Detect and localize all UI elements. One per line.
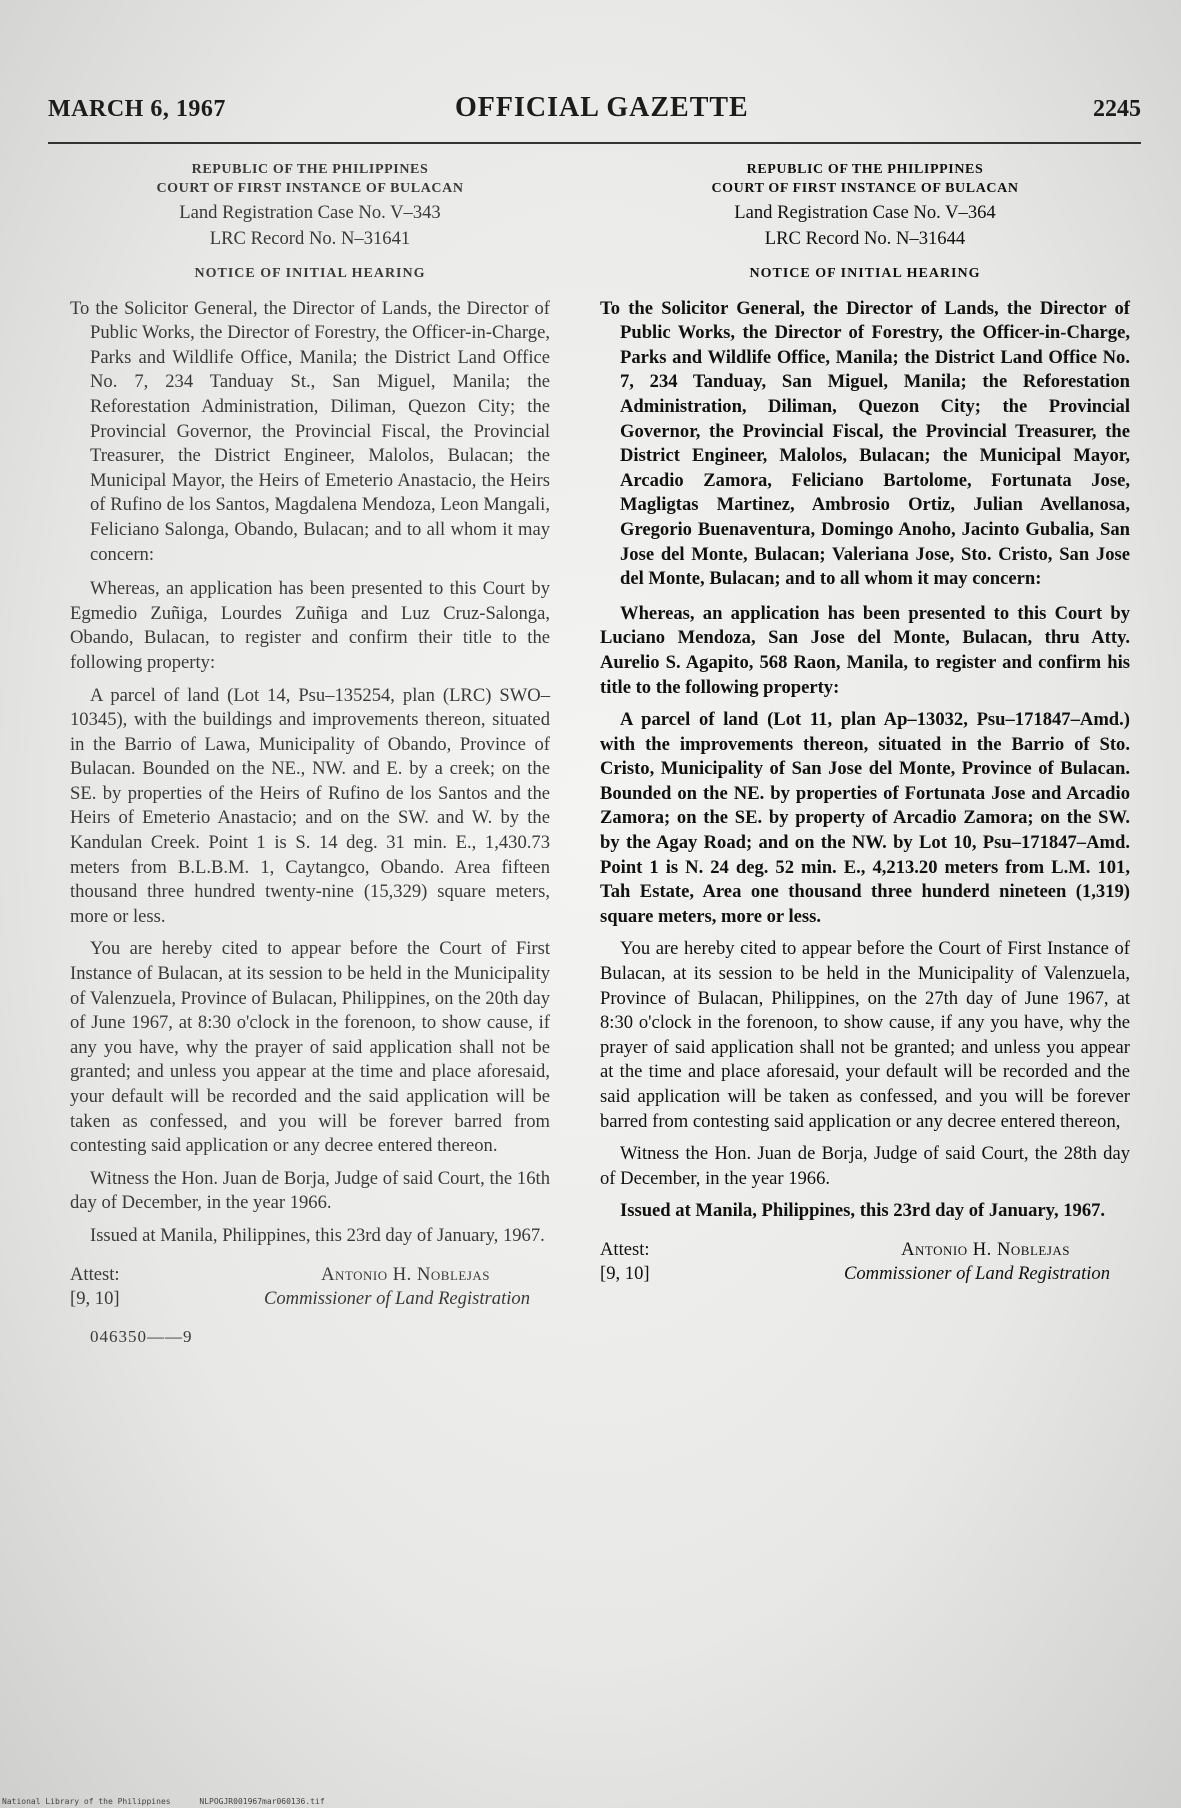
right-parcel: A parcel of land (Lot 11, plan Ap–13032, Psu–171847–Amd.) with the improvements thereon, situated in the Barrio of Sto. Cristo, Municipality of San Jose del Monte, Province of Bulacan. Bounded on the NE. by properties of Fortunata Jose and Arcadio Zamora; on the SE. by property of Arcadio Zamora; on the SW. by the Agay Road; and on the NW. by Lot 10, Psu–171847–Amd. Point 1 is N. 24 deg. 52 min. E., 4,213.20 meters from L.M. 101, Tah Estate, Area one thousand three hunderd nineteen (1,319) square meters, more or less. bbox=[600, 709, 1130, 927]
right-record-no: LRC Record No. N–31644 bbox=[764, 228, 966, 249]
right-attest-label: Attest: bbox=[600, 1238, 650, 1260]
right-court: COURT OF FIRST INSTANCE OF BULACAN bbox=[711, 181, 1019, 196]
right-issued: Issued at Manila, Philippines, this 23rd day of January, 1967. bbox=[620, 1200, 1106, 1222]
header-title: OFFICIAL GAZETTE bbox=[455, 92, 749, 123]
header-rule bbox=[48, 142, 1141, 144]
left-print-ref: 046350——9 bbox=[90, 1326, 193, 1346]
left-attest-name: Antonio H. Noblejas bbox=[321, 1263, 490, 1285]
left-record-no: LRC Record No. N–31641 bbox=[209, 228, 411, 249]
left-parcel: A parcel of land (Lot 14, Psu–135254, plan (LRC) SWO–10345), with the buildings and improvements thereon, situated in the Barrio of Lawa, Municipality of Obando, Province of Bulacan. Bounded on the NE., NW. and E. by a creek; on the SE. by properties of the Heirs of Rufino de los Santos and the Heirs of Emeterio Anastacio; and on the SW. and W. by the Kandulan Creek. Point 1 is S. 14 deg. 31 min. E., 1,430.73 meters from B.L.B.M. 1, Caytangco, Obando. Area fifteen thousand three hundred twenty-nine (15,329) square meters, more or less. bbox=[70, 684, 550, 927]
footer-file: NLPOGJR001967mar060136.tif bbox=[199, 1797, 325, 1806]
right-notice-title: NOTICE OF INITIAL HEARING bbox=[749, 266, 981, 281]
left-whereas: Whereas, an application has been presented to this Court by Egmedio Zuñiga, Lourdes Zuñiga and Luz Cruz-Salonga, Obando, Bulacan, to register and confirm their title to the following property: bbox=[70, 578, 550, 673]
right-cited: You are hereby cited to appear before the Court of First Instance of Bulacan, at its session to be held in the Municipality of Valenzuela, Province of Bulacan, Philippines, on the 27th day of June 1967, at 8:30 o'clock in the forenoon, to show cause, if any you have, why the prayer of said application shall not be granted; and unless you appear at the time and place aforesaid, your default will be recorded and the said application will be taken as confessed, and you will be forever barred from contesting said application or any decree entered thereon, bbox=[600, 938, 1130, 1132]
left-notice-title: NOTICE OF INITIAL HEARING bbox=[194, 266, 426, 281]
right-notice bbox=[600, 160, 1130, 1290]
left-case-no: Land Registration Case No. V–343 bbox=[179, 202, 441, 223]
left-republic: REPUBLIC OF THE PHILIPPINES bbox=[191, 162, 429, 177]
header-date: MARCH 6, 1967 bbox=[48, 96, 226, 122]
right-witness: Witness the Hon. Juan de Borja, Judge of said Court, the 28th day of December, in the year 1966. bbox=[600, 1143, 1130, 1189]
left-court: COURT OF FIRST INSTANCE OF BULACAN bbox=[156, 181, 464, 196]
right-attest bbox=[600, 1238, 1130, 1290]
left-issued: Issued at Manila, Philippines, this 23rd day of January, 1967. bbox=[90, 1224, 545, 1246]
left-attest-ref: [9, 10] bbox=[70, 1287, 120, 1309]
scan-footer bbox=[2, 1797, 349, 1806]
right-attest-ref: [9, 10] bbox=[600, 1262, 650, 1284]
footer-library: National Library of the Philippines bbox=[2, 1797, 171, 1806]
left-attest-label: Attest: bbox=[70, 1263, 120, 1285]
right-address: To the Solicitor General, the Director of Lands, the Director of Public Works, the Director of Forestry, the Officer-in-Charge, Parks and Wildlife Office, Manila; the District Land Office No. 7, 234 Tanduay, San Miguel, Manila; the Reforestation Administration, Diliman, Quezon City; the Provincial Governor, the Provincial Fiscal, the Provincial Treasurer, the District Engineer, Malolos, Bulacan; the Municipal Mayor, Arcadio Zamora, Feliciano Bartolome, Fortunata Jose, Magligtas Martinez, Ambrosio Ortiz, Julian Avellanosa, Gregorio Buenaventura, Domingo Anoho, Jacinto Gubalia, San Jose del Monte, Bulacan; Valeriana Jose, Sto. Cristo, San Jose del Monte, Bulacan; and to all whom it may concern: bbox=[600, 297, 1130, 590]
right-attest-name: Antonio H. Noblejas bbox=[901, 1238, 1070, 1260]
left-attest-title: Commissioner of Land Registration bbox=[263, 1287, 530, 1309]
left-cited: You are hereby cited to appear before the Court of First Instance of Bulacan, at its session to be held in the Municipality of Valenzuela, Province of Bulacan, Philippines, on the 20th day of June 1967, at 8:30 o'clock in the forenoon, to show cause, if any you have, why the prayer of said application shall not be granted; and unless you appear at the time and place aforesaid, your default will be recorded and the said application will be taken as confessed, and you will be forever barred from contesting said application or any decree entered thereon. bbox=[70, 938, 550, 1157]
right-case-no: Land Registration Case No. V–364 bbox=[734, 202, 996, 223]
header-page-number: 2245 bbox=[1093, 96, 1141, 122]
page-header bbox=[0, 92, 1181, 136]
right-attest-title: Commissioner of Land Registration bbox=[843, 1262, 1110, 1284]
left-witness: Witness the Hon. Juan de Borja, Judge of said Court, the 16th day of December, in the year 1966. bbox=[70, 1167, 550, 1214]
right-whereas: Whereas, an application has been presented to this Court by Luciano Mendoza, San Jose del Monte, Bulacan, thru Atty. Aurelio S. Agapito, 568 Raon, Manila, to register and confirm his title to the following property: bbox=[600, 602, 1130, 698]
right-republic: REPUBLIC OF THE PHILIPPINES bbox=[746, 162, 984, 177]
left-address: To the Solicitor General, the Director of Lands, the Director of Public Works, the Director of Forestry, the Officer-in-Charge, Parks and Wildlife Office, Manila; the District Land Office No. 7, 234 Tanduay St., San Miguel, Manila; the Reforestation Administration, Diliman, Quezon City; the Provincial Governor, the Provincial Fiscal, the Provincial Treasurer, the District Engineer, Malolos, Bulacan; the Municipal Mayor, the Heirs of Emeterio Anastacio, the Heirs of Rufino de los Santos, Magdalena Mendoza, Leon Mangali, Feliciano Salonga, Obando, Bulacan; and to all whom it may concern: bbox=[70, 297, 550, 565]
left-notice bbox=[70, 160, 550, 1349]
left-attest bbox=[70, 1263, 550, 1315]
